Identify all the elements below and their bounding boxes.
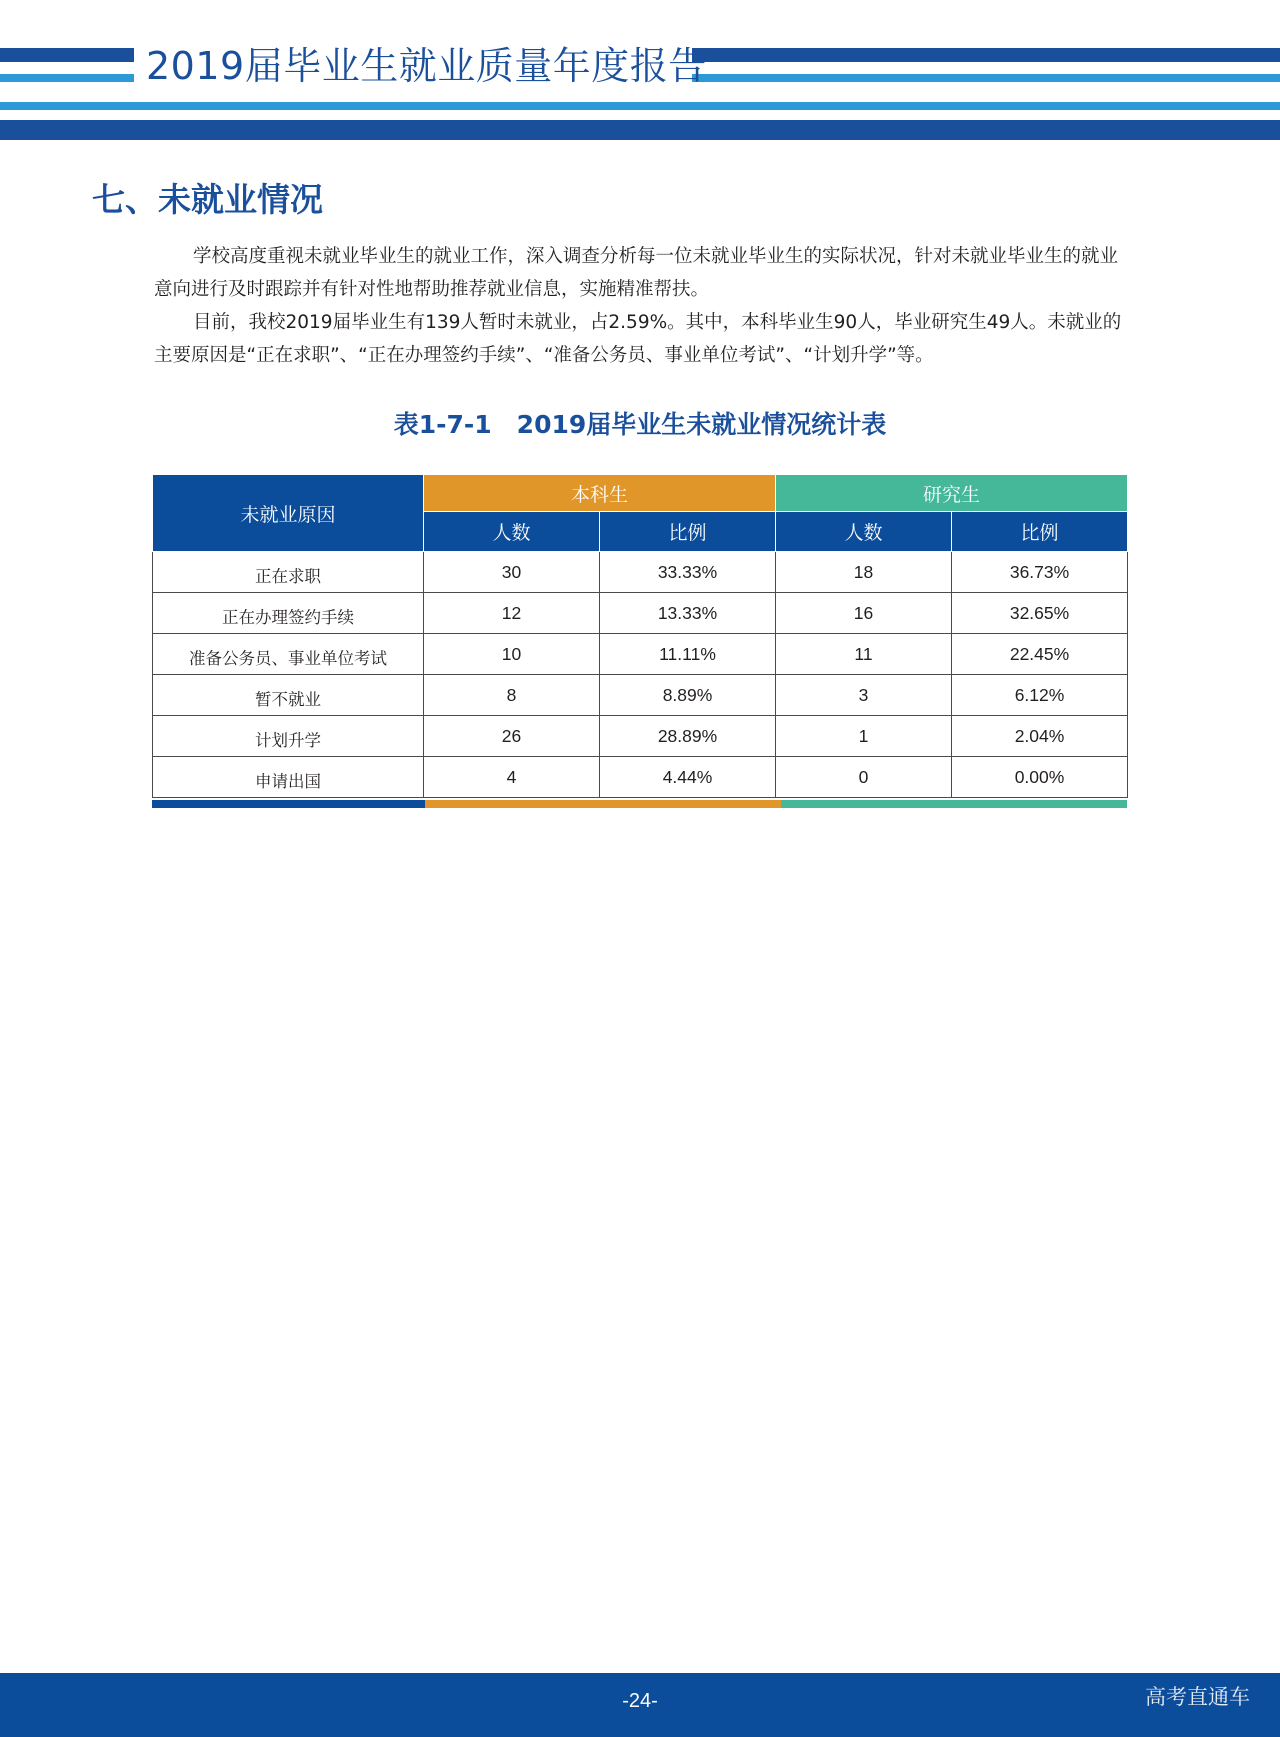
table-bottom-strip-green [781,800,1127,808]
report-title: 2019届毕业生就业质量年度报告 [146,44,707,88]
undergrad-ratio-cell: 28.89% [600,716,776,757]
paragraph-stats: 目前，我校2019届毕业生有139人暂时未就业，占2.59%。其中，本科毕业生90人，毕业研究生49人。未就业的主要原因是“正在求职”、“正在办理签约手续”、“准备公务员、事业单位考试”、“计划升学”等。 [154,312,1122,366]
undergrad-count-cell: 30 [424,552,600,593]
header-bar-full-light [0,102,1280,110]
header-bar-right-light [692,74,1280,82]
undergrad-count-cell: 4 [424,757,600,798]
grad-ratio-cell: 36.73% [952,552,1128,593]
undergrad-ratio-header: 比例 [600,512,776,552]
undergrad-ratio-cell: 13.33% [600,593,776,634]
unemployment-table [152,474,1128,798]
section-heading: 七、未就业情况 [92,180,323,219]
undergrad-header: 本科生 [424,475,776,512]
grad-ratio-header: 比例 [952,512,1128,552]
reason-cell: 正在求职 [153,552,424,593]
table-row [153,552,1128,593]
header-bar-full-dark [0,120,1280,140]
grad-count-cell: 3 [776,675,952,716]
reason-cell: 计划升学 [153,716,424,757]
reason-cell: 暂不就业 [153,675,424,716]
undergrad-ratio-cell: 8.89% [600,675,776,716]
table-bottom-strip-orange [425,800,781,808]
table-bottom-strip-blue [152,800,425,808]
table-row [153,675,1128,716]
table-row [153,757,1128,798]
table-caption: 表1-7-1 2019届毕业生未就业情况统计表 [393,410,887,439]
page-number: -24- [622,1690,658,1712]
grad-ratio-cell: 6.12% [952,675,1128,716]
reason-cell: 正在办理签约手续 [153,593,424,634]
header-bar-left-light [0,74,134,82]
undergrad-count-cell: 26 [424,716,600,757]
grad-ratio-cell: 0.00% [952,757,1128,798]
grad-ratio-cell: 32.65% [952,593,1128,634]
table-row [153,716,1128,757]
undergrad-ratio-cell: 11.11% [600,634,776,675]
grad-count-cell: 1 [776,716,952,757]
grad-count-cell: 11 [776,634,952,675]
reason-cell: 申请出国 [153,757,424,798]
undergrad-count-header: 人数 [424,512,600,552]
footer-brand: 高考直通车 [1145,1685,1250,1709]
grad-count-cell: 18 [776,552,952,593]
undergrad-ratio-cell: 33.33% [600,552,776,593]
header-bar-left-dark [0,48,134,62]
grad-ratio-cell: 2.04% [952,716,1128,757]
reason-header: 未就业原因 [153,475,424,552]
grad-ratio-cell: 22.45% [952,634,1128,675]
undergrad-count-cell: 8 [424,675,600,716]
table-row [153,593,1128,634]
reason-cell: 准备公务员、事业单位考试 [153,634,424,675]
grad-count-cell: 16 [776,593,952,634]
undergrad-ratio-cell: 4.44% [600,757,776,798]
grad-count-cell: 0 [776,757,952,798]
grad-header: 研究生 [776,475,1128,512]
undergrad-count-cell: 10 [424,634,600,675]
table-row [153,634,1128,675]
paragraph-intro: 学校高度重视未就业毕业生的就业工作，深入调查分析每一位未就业毕业生的实际状况，针对未就业毕业生的就业意向进行及时跟踪并有针对性地帮助推荐就业信息，实施精准帮扶。 [154,246,1119,300]
undergrad-count-cell: 12 [424,593,600,634]
header-bar-right-dark [692,48,1280,62]
grad-count-header: 人数 [776,512,952,552]
